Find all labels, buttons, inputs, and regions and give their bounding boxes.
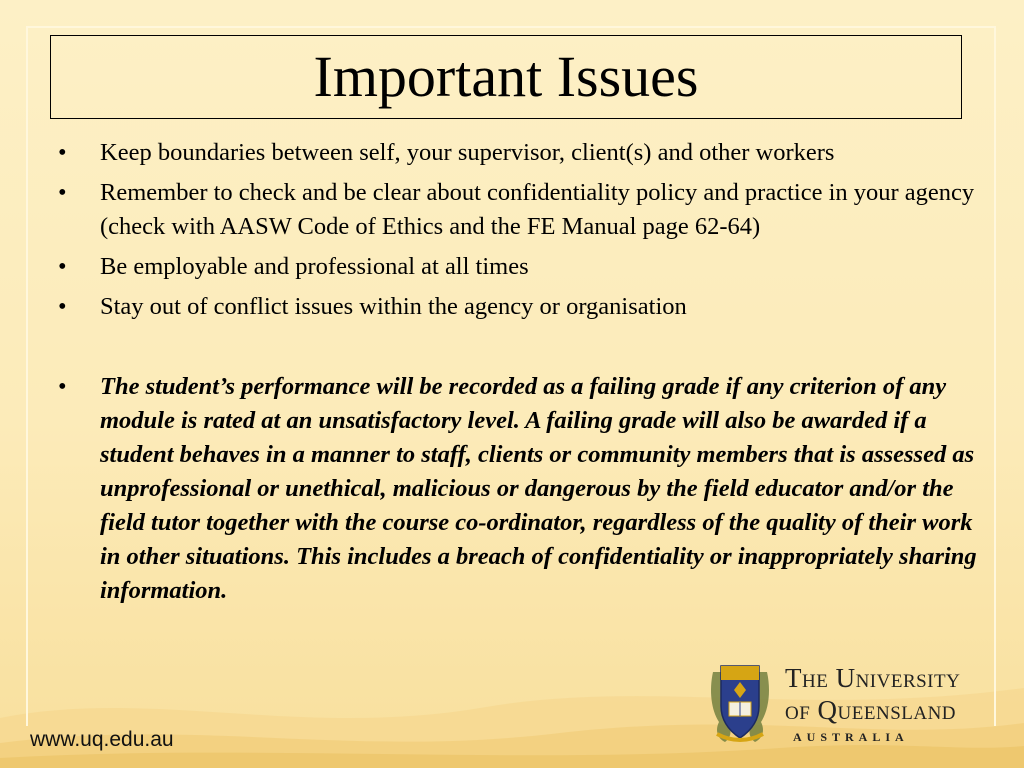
slide-title: Important Issues xyxy=(313,44,699,109)
bullet-text: Remember to check and be clear about confidentiality policy and practice in your agency (check with AASW Code of Ethics and the FE Manual page 62-64) xyxy=(100,179,975,240)
bullet-icon: • xyxy=(58,373,67,400)
university-country: AUSTRALIA xyxy=(793,730,909,744)
bullet-list xyxy=(58,136,978,608)
bullet-text: Stay out of conflict issues within the agency or organisation xyxy=(100,293,687,320)
bullet-text-emphasis: The student’s performance will be recorded as a failing grade if any criterion of any module is rated at an unsatisfactory level. A failing grade will also be awarded if a student behaves in a manner to staff, clients or community members that is assessed as unprofessional or unethical, malicious or dangerous by the field educator and/or the field tutor together with the course co-ordinator, regardless of the quality of their work in other situations. This includes a breach of confidentiality or inappropriately sharing information. xyxy=(100,373,977,604)
bullet-item xyxy=(58,250,978,284)
bullet-icon: • xyxy=(58,293,67,320)
bullet-item-failing-grade xyxy=(58,370,978,608)
uq-crest-icon xyxy=(705,660,775,746)
university-name xyxy=(785,662,960,726)
title-box xyxy=(50,35,962,119)
bullet-icon: • xyxy=(58,179,67,206)
bullet-item xyxy=(58,176,978,244)
footer-url: www.uq.edu.au xyxy=(30,728,174,751)
bullet-text: Keep boundaries between self, your supervisor, client(s) and other workers xyxy=(100,139,835,166)
university-name-line1: The University xyxy=(785,663,961,693)
bullet-text: Be employable and professional at all times xyxy=(100,253,529,280)
bullet-icon: • xyxy=(58,139,67,166)
bullet-item xyxy=(58,136,978,170)
university-logo xyxy=(705,660,1005,750)
bullet-item xyxy=(58,290,978,324)
university-name-line2: of Queensland xyxy=(785,695,957,725)
bullet-icon: • xyxy=(58,253,67,280)
